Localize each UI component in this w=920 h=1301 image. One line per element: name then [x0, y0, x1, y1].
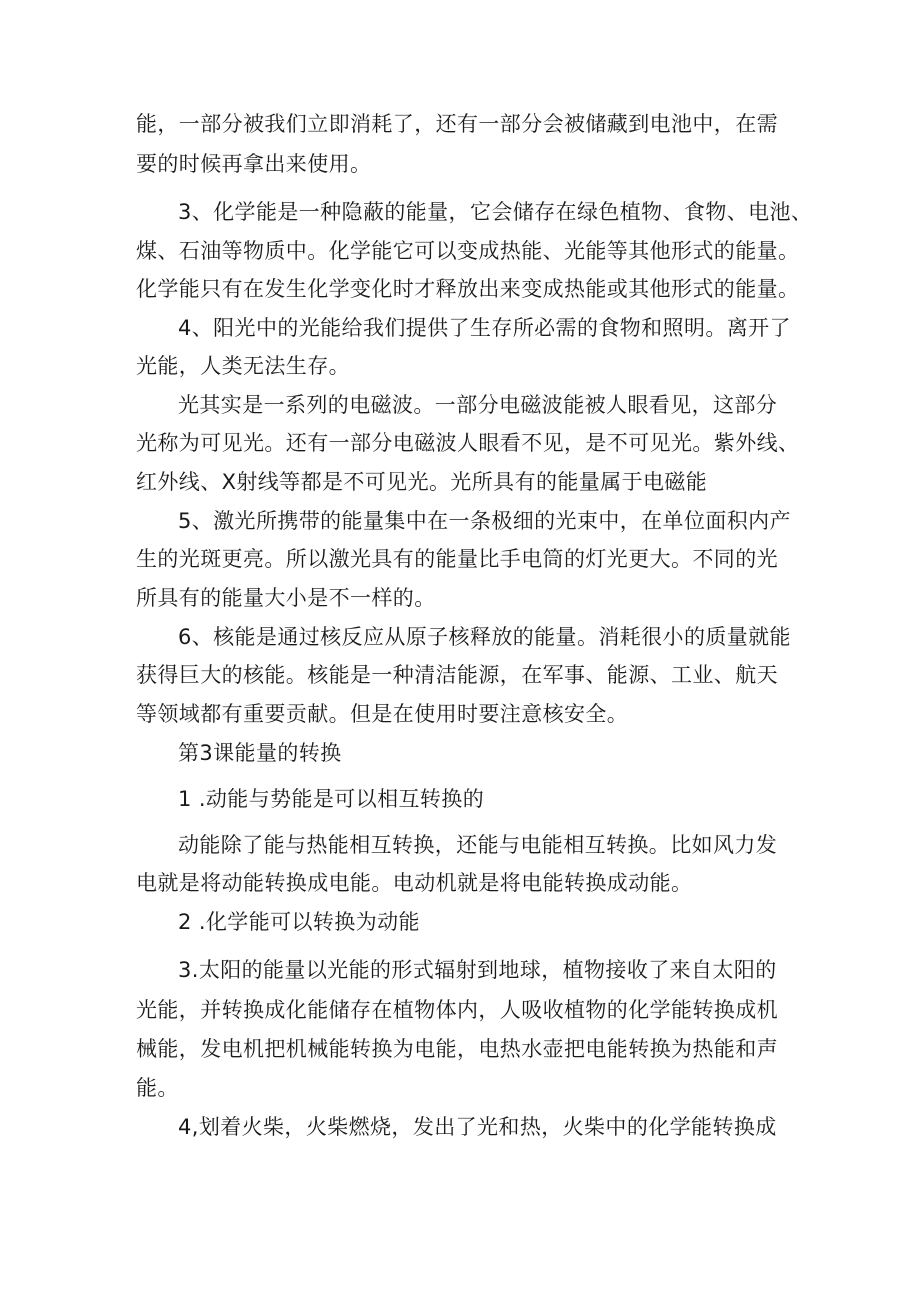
text-line: 化学能只有在发生化学变化时才释放出来变成热能或其他形式的能量。 [136, 277, 800, 301]
text-line: 要的时候再拿出来使用。 [136, 152, 372, 176]
numbered-heading: 1 .动能与势能是可以相互转换的 [178, 787, 485, 811]
text-line: 能，一部分被我们立即消耗了，还有一部分会被储藏到电池中，在需 [136, 112, 778, 136]
text-line: 4,划着火柴，火柴燃烧，发出了光和热，火柴中的化学能转换成 [178, 1115, 777, 1139]
text-line: 4、阳光中的光能给我们提供了生存所必需的食物和照明。离开了 [178, 316, 791, 340]
text-line: 获得巨大的核能。核能是一种清洁能源，在军事、能源、工业、航天 [136, 663, 778, 687]
text-line: 光其实是一系列的电磁波。一部分电磁波能被人眼看见，这部分 [178, 393, 778, 417]
text-line: 光能，并转换成化能储存在植物体内，人吸收植物的化学能转换成机 [136, 998, 778, 1022]
text-line: 红外线、X射线等都是不可见光。光所具有的能量属于电磁能 [136, 470, 708, 494]
text-line: 3.太阳的能量以光能的形式辐射到地球，植物接收了来自太阳的 [178, 958, 777, 982]
text-line: 生的光斑更亮。所以激光具有的能量比手电筒的灯光更大。不同的光 [136, 547, 778, 571]
text-line: 5、激光所携带的能量集中在一条极细的光束中，在单位面积内产 [178, 509, 791, 533]
text-line: 3、化学能是一种隐蔽的能量，它会储存在绿色植物、食物、电池、 [178, 200, 813, 224]
lesson-heading: 第3课能量的转换 [178, 741, 342, 765]
text-line: 械能，发电机把机械能转换为电能，电热水壶把电能转换为热能和声 [136, 1037, 778, 1061]
numbered-heading: 2 .化学能可以转换为动能 [178, 910, 420, 934]
text-line: 电就是将动能转换成电能。电动机就是将电能转换成动能。 [136, 871, 693, 895]
text-line: 煤、石油等物质中。化学能它可以变成热能、光能等其他形式的能量。 [136, 239, 800, 263]
text-line: 动能除了能与热能相互转换，还能与电能相互转换。比如风力发 [178, 833, 778, 857]
text-line: 等领域都有重要贡献。但是在使用时要注意核安全。 [136, 702, 629, 726]
text-line: 所具有的能量大小是不一样的。 [136, 586, 436, 610]
text-line: 6、核能是通过核反应从原子核释放的能量。消耗很小的质量就能 [178, 625, 791, 649]
text-line: 光能，人类无法生存。 [136, 354, 350, 378]
text-line: 光称为可见光。还有一部分电磁波人眼看不见，是不可见光。紫外线、 [136, 431, 800, 455]
text-line: 能。 [136, 1076, 179, 1100]
